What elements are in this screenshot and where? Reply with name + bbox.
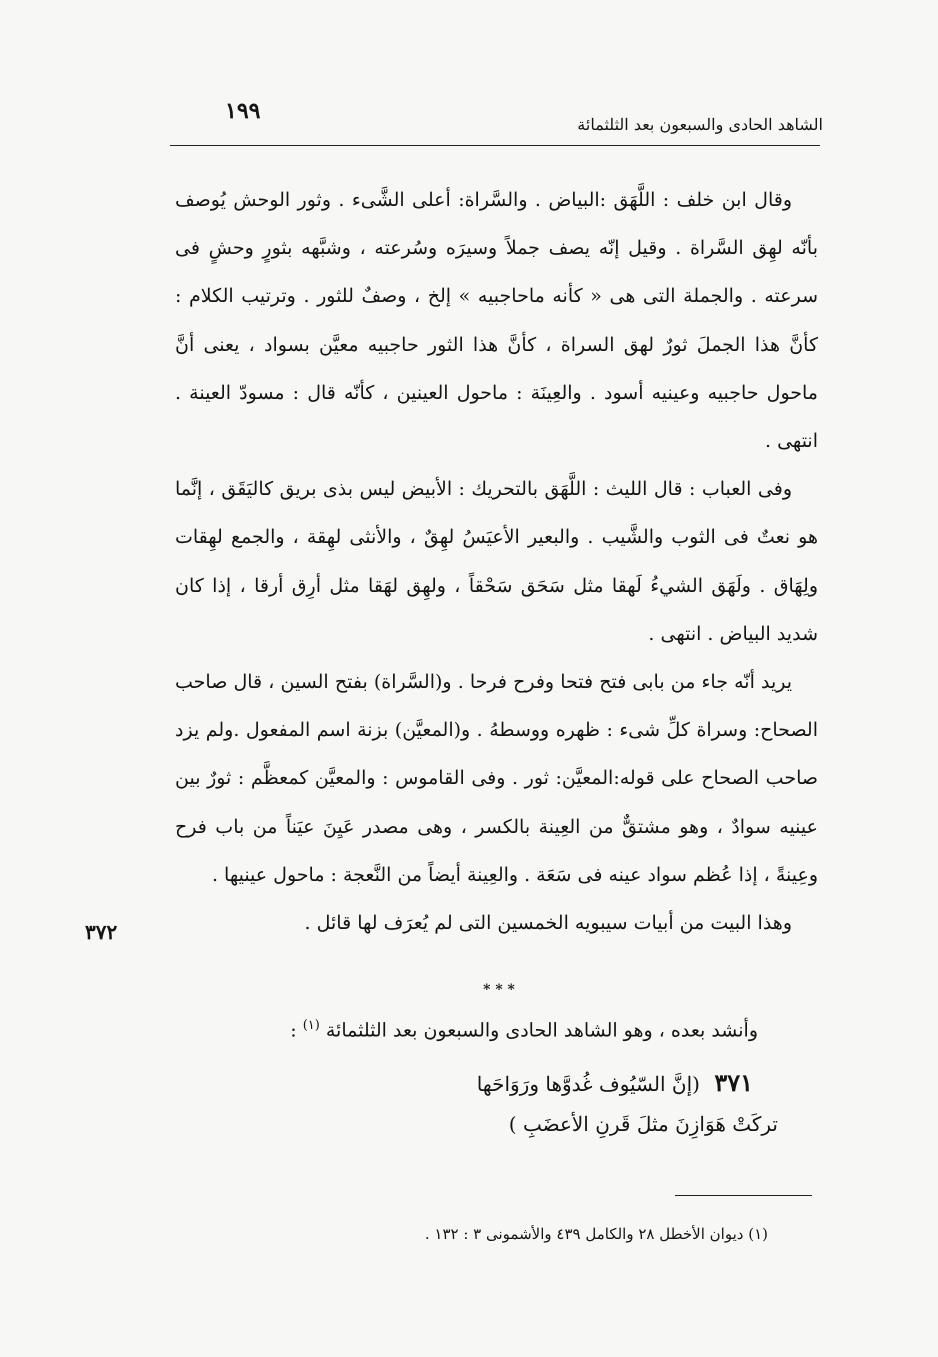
page-number: ١٩٩ xyxy=(225,98,261,124)
header-rule xyxy=(170,145,820,146)
verse-line-2 xyxy=(509,1112,778,1136)
verse-hemistich-1: (إنَّ السّيُوف غُدوَّها ورَوَاحَها xyxy=(476,1072,700,1096)
verse-number: ٣٧١ xyxy=(714,1068,753,1097)
paragraph: يريد أنّه جاء من بابى فتح فتحا وفرح فرحا . و(السَّراة) بفتح السين ، قال صاحب الصحاح: وسراة كلِّ شىء : ظهره ووسطهُ . و(المعيَّن) بزنة اسم المفعول .ولم يزد صاحب الصحاح على قوله:المعيَّن: ثور . وفى القاموس : والمعيَّن كمعظَّم : ثورٌ بين عينيه سوادٌ ، وهو مشتقٌّ من العِينة بالكسر ، وهى مصدر عَيِنَ عيَناً من باب فرح وعِينةً ، إذا عُظم سواد عينه فى سَعَة . والعِينة أيضاً من النَّعجة : ماحول عينيها . xyxy=(175,671,818,886)
verse-intro xyxy=(290,1018,758,1041)
footnote-rule xyxy=(675,1195,812,1196)
running-head: الشاهد الحادى والسبعون بعد الثلثمائة xyxy=(577,115,823,134)
footnote-ref: (١) xyxy=(302,1018,320,1033)
verse-hemistich-2: تركَتْ هَوَازِنَ مثلَ قَرنِ الأعضَبِ ) xyxy=(508,1112,778,1136)
verse-intro-text: وأنشد بعده ، وهو الشاهد الحادى والسبعون بعد الثلثمائة xyxy=(325,1019,758,1042)
paragraph: وقال ابن خلف : اللَّهَق :البياض . والسَّراة: أعلى الشَّىء . وثور الوحش يُوصف بأنّه لهِق السَّراة . وقيل إنّه يصف جملاً وسيرَه وسُرعته ، وشبَّهه بثورٍ وحشٍ فى سرعته . والجملة التى هى « كأنه ماحاجبيه » إلخ ، وصفٌ للثور . وترتيب الكلام : كأنَّ هذا الجملَ ثورٌ لهق السراة ، كأنَّ هذا الثور حاجبيه معيَّن بسواد ، يعنى أنَّ ماحول حاجبيه وعينيه أسود . والعِينَة : ماحول العينين ، كأنّه قال : مسودّ العينة . انتهى . xyxy=(175,189,818,453)
section-separator: * * * xyxy=(483,982,515,998)
paragraph: وهذا البيت من أبيات سيبويه الخمسين التى لم يُعرَف لها قائل . xyxy=(304,912,792,935)
body-text xyxy=(175,176,818,947)
footnote: (١) ديوان الأخطل ٢٨ والكامل ٤٣٩ والأشمونى ٣ : ١٣٢ . xyxy=(424,1225,768,1243)
verse-intro-colon: : xyxy=(290,1019,297,1042)
verse-line-1 xyxy=(477,1068,753,1097)
margin-number: ٣٧٢ xyxy=(85,920,118,944)
paragraph: وفى العباب : قال الليث : اللَّهَق بالتحريك : الأبيض ليس بذى بريق كاليَقَق ، إنَّما هو نعتٌ فى الثوب والشَّيب . والبعير الأعيَسُ لهِقٌ ، والأنثى لهِقة ، والجمع لهِقات ولِهَاق . ولَهَق الشيءُ لَهقا مثل سَحَق سَحْقاً ، ولهِق لهَقا مثل أرِق أرقا ، إذا كان شديد البياض . انتهى . xyxy=(175,478,818,645)
